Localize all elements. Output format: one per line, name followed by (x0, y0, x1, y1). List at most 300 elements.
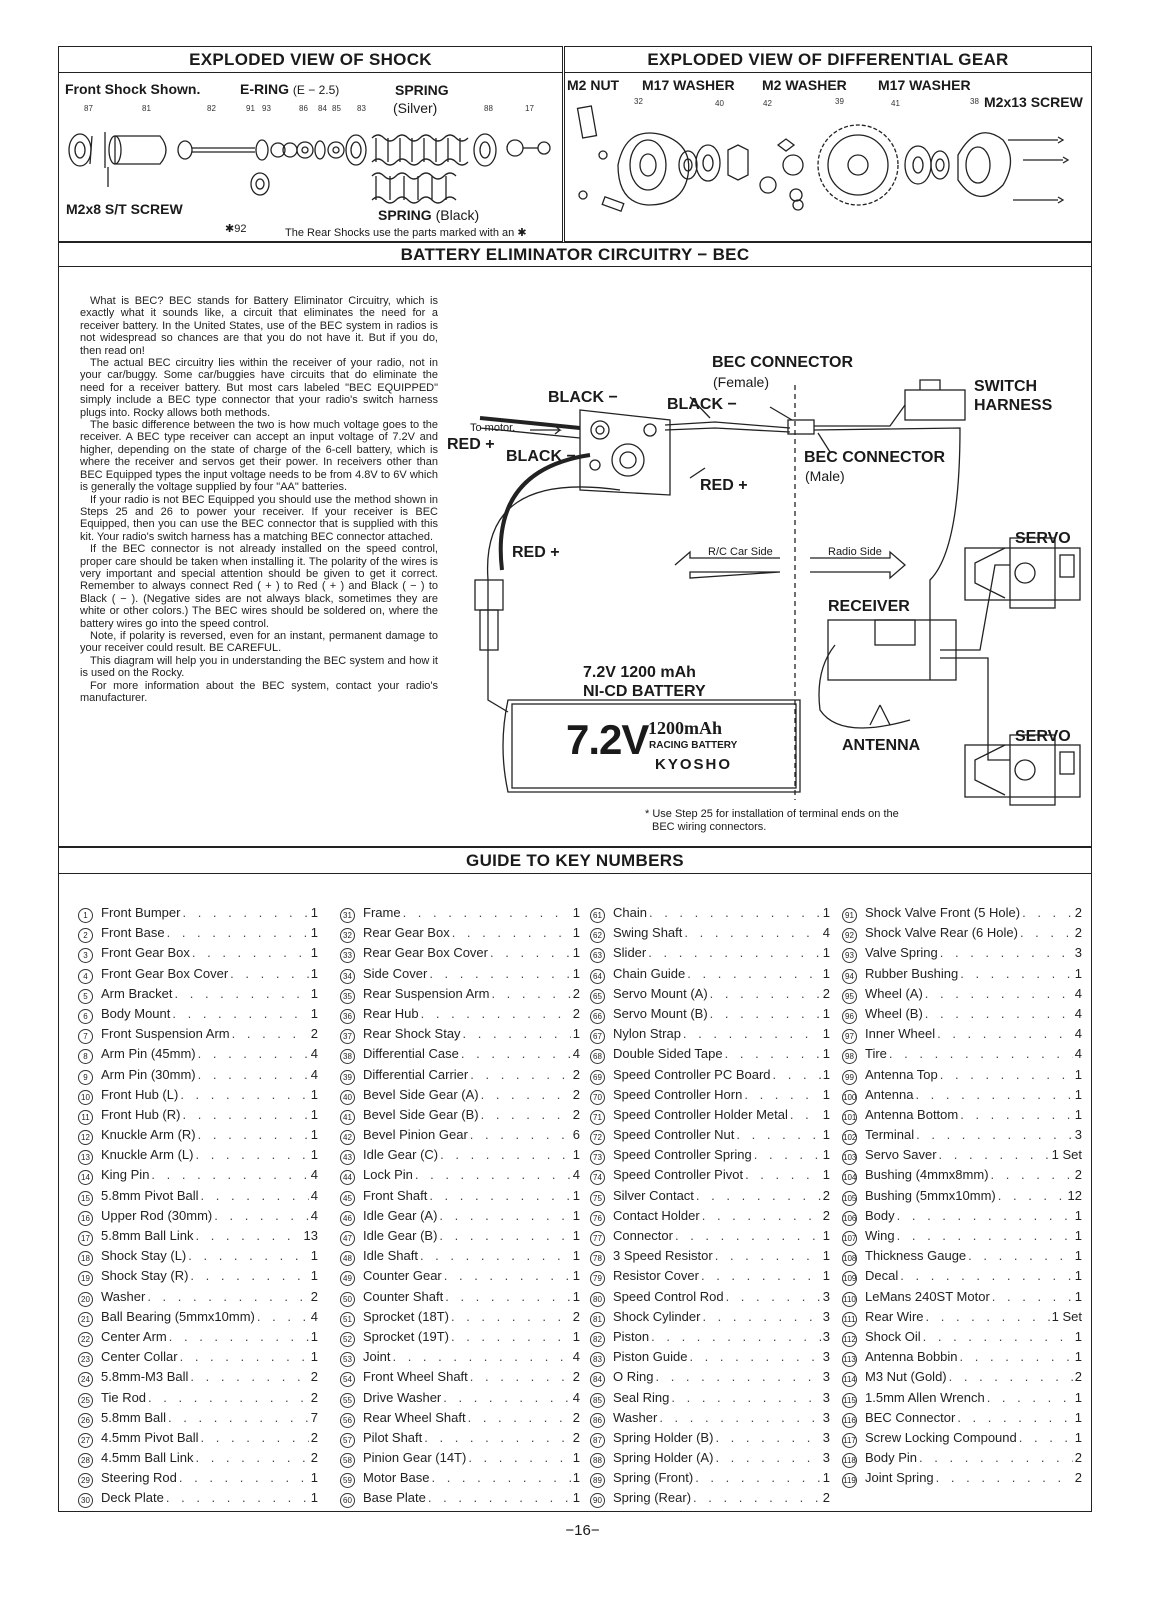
key-part-name: 4.5mm Pivot Ball (101, 1429, 199, 1445)
bec-female-label: BEC CONNECTOR (712, 354, 854, 371)
key-part-name: Motor Base (363, 1470, 430, 1486)
key-number-item (340, 1167, 580, 1187)
part-num-17: 17 (525, 104, 534, 113)
key-number-badge: 12 (78, 1130, 93, 1145)
key-quantity: 2 (1074, 1470, 1082, 1486)
key-number-item (842, 1268, 1082, 1288)
key-number-item (340, 986, 580, 1006)
key-number-item (842, 1470, 1082, 1490)
diff-exploded-illustration (568, 105, 1088, 235)
key-number-badge: 4 (78, 969, 93, 984)
key-part-name: Front Shaft (363, 1187, 428, 1203)
key-leader-dots (940, 1067, 1073, 1082)
key-leader-dots (451, 1309, 571, 1324)
diff-m2-nut: M2 NUT (567, 77, 620, 93)
part-num-84: 84 (318, 104, 327, 113)
key-number-item (842, 1107, 1082, 1127)
key-number-badge: 107 (842, 1231, 857, 1246)
key-part-name: Inner Wheel (865, 1026, 936, 1042)
key-number-item (78, 1127, 318, 1147)
key-number-item (842, 1410, 1082, 1430)
ering-spec: (E − 2.5) (292, 83, 340, 97)
key-number-item (590, 1349, 830, 1369)
bec-paragraph: For more information about the BEC system, contact your radio's manufacturer. (80, 679, 438, 704)
key-part-name: Front Hub (R) (101, 1106, 181, 1122)
key-quantity: 2 (310, 1288, 318, 1304)
key-leader-dots (889, 1046, 1073, 1061)
key-part-name: Screw Locking Compound (865, 1429, 1017, 1445)
key-part-name: Pilot Shaft (363, 1429, 423, 1445)
key-number-item (340, 1289, 580, 1309)
key-quantity: 1 (822, 1248, 830, 1264)
key-number-badge: 41 (340, 1110, 355, 1125)
key-number-badge: 8 (78, 1049, 93, 1064)
key-number-item (78, 986, 318, 1006)
key-quantity: 1 (822, 1470, 830, 1486)
key-number-item (78, 925, 318, 945)
key-leader-dots (198, 1067, 309, 1082)
key-number-badge: 55 (340, 1393, 355, 1408)
key-leader-dots (172, 1006, 308, 1021)
diff-num-39: 39 (835, 97, 844, 106)
key-leader-dots (443, 1390, 571, 1405)
key-part-name: Tie Rod (101, 1389, 147, 1405)
bec-paragraph: Note, if polarity is reversed, even for an instant, permanent damage to your receiver could result. BE CAREFUL. (80, 629, 438, 655)
key-part-name: Rear Gear Box (363, 925, 450, 941)
servo-label-1: SERVO (1015, 530, 1071, 547)
key-number-badge: 39 (340, 1070, 355, 1085)
key-number-item (340, 1430, 580, 1450)
key-number-item (78, 1329, 318, 1349)
key-leader-dots (949, 1369, 1073, 1384)
key-quantity: 2 (1074, 1167, 1082, 1183)
key-quantity: 4 (310, 1308, 318, 1324)
bec-male-label: BEC CONNECTOR (804, 449, 946, 466)
key-number-item (340, 945, 580, 965)
key-number-badge: 40 (340, 1090, 355, 1105)
key-leader-dots (702, 1208, 821, 1223)
key-quantity: 3 (1074, 1127, 1082, 1143)
key-quantity: 3 (822, 1450, 830, 1466)
key-leader-dots (687, 966, 820, 981)
key-number-badge: 72 (590, 1130, 605, 1145)
key-leader-dots (439, 1228, 570, 1243)
key-number-badge: 57 (340, 1433, 355, 1448)
key-quantity: 1 Set (1051, 1147, 1082, 1163)
key-number-badge: 30 (78, 1493, 93, 1508)
key-leader-dots (431, 1470, 570, 1485)
key-leader-dots (195, 1450, 308, 1465)
key-number-item (842, 1289, 1082, 1309)
key-number-badge: 79 (590, 1271, 605, 1286)
key-number-badge: 86 (590, 1413, 605, 1428)
key-number-badge: 29 (78, 1473, 93, 1488)
key-quantity: 2 (822, 1490, 830, 1506)
key-leader-dots (926, 1309, 1050, 1324)
key-leader-dots (649, 905, 821, 920)
key-number-badge: 33 (340, 948, 355, 963)
bec-paragraph: The actual BEC circuitry lies within the receiver of your radio, not in your car/buggy. Some car/buggies have circuits that do eliminate the need for a receiver battery. But most cars labeled "BEC EQUIPPED" simply include a BEC type connector that your radio's switch harness plugs into. Rocky allows both methods. (80, 357, 438, 419)
key-number-badge: 10 (78, 1090, 93, 1105)
key-number-item (590, 1289, 830, 1309)
part-num-91: 91 (246, 104, 255, 113)
key-leader-dots (1022, 905, 1073, 920)
key-part-name: Differential Carrier (363, 1066, 469, 1082)
bec-female-sub: (Female) (713, 374, 770, 390)
key-number-item (842, 1167, 1082, 1187)
key-number-badge: 84 (590, 1372, 605, 1387)
key-number-item (842, 1390, 1082, 1410)
key-quantity: 3 (822, 1369, 830, 1385)
key-quantity: 1 (822, 905, 830, 920)
key-number-badge: 71 (590, 1110, 605, 1125)
key-quantity: 1 (1074, 1389, 1082, 1405)
key-number-item (842, 1046, 1082, 1066)
key-number-item (590, 1450, 830, 1470)
key-leader-dots (696, 1188, 821, 1203)
receiver-label: RECEIVER (828, 598, 910, 615)
battery-mah: 1200mAh (648, 718, 723, 738)
key-number-item (842, 945, 1082, 965)
key-leader-dots (468, 1450, 570, 1465)
key-number-item (842, 1067, 1082, 1087)
key-number-item (842, 1026, 1082, 1046)
key-leader-dots (147, 1289, 308, 1304)
key-number-item (340, 1268, 580, 1288)
key-number-badge: 58 (340, 1453, 355, 1468)
key-part-name: 5.8mm Ball (101, 1409, 167, 1425)
key-leader-dots (439, 1208, 570, 1223)
key-number-badge: 6 (78, 1009, 93, 1024)
key-part-name: Side Cover (363, 965, 428, 981)
key-number-item (590, 1390, 830, 1410)
key-quantity: 1 (822, 1268, 830, 1284)
key-leader-dots (937, 1026, 1073, 1041)
key-part-name: Pinion Gear (14T) (363, 1450, 467, 1466)
key-number-badge: 78 (590, 1251, 605, 1266)
key-leader-dots (190, 1369, 308, 1384)
key-part-name: Chain Guide (613, 965, 686, 981)
key-leader-dots (897, 1228, 1073, 1243)
key-quantity: 2 (572, 1106, 580, 1122)
key-number-badge: 99 (842, 1070, 857, 1085)
key-leader-dots (491, 986, 570, 1001)
key-leader-dots (166, 1490, 309, 1505)
key-quantity: 2 (572, 1066, 580, 1082)
diff-num-40: 40 (715, 99, 724, 108)
key-part-name: Sprocket (19T) (363, 1328, 449, 1344)
battery-racing: RACING BATTERY (649, 740, 738, 751)
key-number-item (340, 1309, 580, 1329)
key-number-badge: 66 (590, 1009, 605, 1024)
key-number-badge: 19 (78, 1271, 93, 1286)
key-number-badge: 62 (590, 928, 605, 943)
key-part-name: Idle Gear (C) (363, 1147, 439, 1163)
key-number-badge: 104 (842, 1170, 857, 1185)
key-leader-dots (201, 1188, 309, 1203)
key-leader-dots (148, 1390, 309, 1405)
key-number-badge: 68 (590, 1049, 605, 1064)
key-part-name: Terminal (865, 1127, 915, 1143)
key-number-item (842, 1087, 1082, 1107)
key-leader-dots (715, 1430, 820, 1445)
key-number-badge: 64 (590, 969, 605, 984)
key-leader-dots (192, 945, 309, 960)
key-number-badge: 50 (340, 1292, 355, 1307)
key-leader-dots (754, 1147, 821, 1162)
key-leader-dots (900, 1268, 1073, 1283)
key-quantity: 1 (572, 1228, 580, 1243)
key-number-badge: 95 (842, 989, 857, 1004)
key-quantity: 2 (572, 1005, 580, 1021)
key-leader-dots (440, 1147, 571, 1162)
key-quantity: 1 (822, 1086, 830, 1102)
key-leader-dots (936, 1470, 1073, 1485)
key-quantity: 1 (572, 1268, 580, 1284)
key-number-badge: 36 (340, 1009, 355, 1024)
black-wire-label-1: BLACK − (548, 389, 618, 406)
key-leader-dots (745, 1167, 821, 1182)
key-quantity: 7 (310, 1409, 318, 1425)
key-number-badge: 21 (78, 1312, 93, 1327)
key-quantity: 4 (1074, 1026, 1082, 1042)
key-number-badge: 35 (340, 989, 355, 1004)
ering-label (240, 81, 339, 97)
key-quantity: 4 (310, 1066, 318, 1082)
key-part-name: BEC Connector (865, 1409, 956, 1425)
key-quantity: 1 (1074, 1106, 1082, 1122)
key-number-item (590, 1167, 830, 1187)
bec-paragraph: If your radio is not BEC Equipped you should use the method shown in Steps 25 and 26 to power your receiver. If your receiver is BEC Equipped, then you can use the BEC connector that is supplied with this kit. Your radio's switch harness has a matching BEC connector attached. (80, 493, 438, 543)
key-part-name: Slider (613, 945, 647, 961)
key-part-name: M3 Nut (Gold) (865, 1369, 947, 1385)
key-number-item (78, 1309, 318, 1329)
antenna-label: ANTENNA (842, 737, 921, 754)
key-part-name: Idle Gear (A) (363, 1207, 438, 1223)
key-leader-dots (182, 1107, 308, 1122)
key-part-name: Tire (865, 1046, 887, 1062)
key-quantity: 1 (310, 1470, 318, 1486)
key-quantity: 1 (310, 925, 318, 941)
key-part-name: Counter Shaft (363, 1288, 444, 1304)
key-part-name: Joint (363, 1349, 391, 1365)
switch-label: SWITCH (974, 378, 1038, 395)
key-leader-dots (201, 1430, 309, 1445)
key-number-item (842, 1430, 1082, 1450)
key-number-item (340, 1107, 580, 1127)
key-quantity: 1 (310, 1349, 318, 1365)
key-number-badge: 38 (340, 1049, 355, 1064)
key-quantity: 12 (1067, 1187, 1082, 1203)
key-number-item (590, 1006, 830, 1026)
key-part-name: Nylon Strap (613, 1026, 681, 1042)
bec-paragraph: This diagram will help you in understanding the BEC system and how it is used on the Rocky. (80, 654, 438, 680)
key-number-badge: 76 (590, 1211, 605, 1226)
key-number-item (340, 1087, 580, 1107)
key-quantity: 1 (1074, 1288, 1082, 1304)
key-quantity: 3 (822, 1389, 830, 1405)
key-leader-dots (960, 1107, 1073, 1122)
key-quantity: 2 (310, 1429, 318, 1445)
key-part-name: Silver Contact (613, 1187, 694, 1203)
key-number-item (340, 1410, 580, 1430)
key-leader-dots (168, 1410, 309, 1425)
key-part-name: Front Base (101, 925, 165, 941)
key-quantity: 1 (1074, 1228, 1082, 1243)
key-leader-dots (736, 1127, 820, 1142)
key-part-name: Body Pin (865, 1450, 918, 1466)
bec-male-sub: (Male) (805, 468, 845, 484)
battery-brand: KYOSHO (655, 756, 733, 773)
key-number-badge: 96 (842, 1009, 857, 1024)
guide-title-rule (58, 873, 1092, 874)
key-quantity: 1 (310, 1490, 318, 1506)
front-shock-label: Front Shock Shown. (65, 81, 201, 97)
key-leader-dots (470, 1127, 571, 1142)
key-quantity: 4 (310, 1046, 318, 1062)
key-part-name: Rear Hub (363, 1005, 419, 1021)
key-quantity: 2 (1074, 905, 1082, 920)
key-part-name: Washer (101, 1288, 146, 1304)
diff-num-41: 41 (891, 99, 900, 108)
key-quantity: 3 (1074, 945, 1082, 961)
key-part-name: Arm Bracket (101, 985, 173, 1001)
key-part-name: 5.8mm Ball Link (101, 1228, 194, 1243)
key-part-name: Front Gear Box Cover (101, 965, 229, 981)
key-number-item (340, 1026, 580, 1046)
key-number-badge: 28 (78, 1453, 93, 1468)
key-number-item (340, 905, 580, 925)
key-part-name: Wheel (B) (865, 1005, 923, 1021)
key-number-badge: 93 (842, 948, 857, 963)
key-number-badge: 59 (340, 1473, 355, 1488)
key-part-name: Knuckle Arm (L) (101, 1147, 194, 1163)
key-quantity: 1 (1074, 1429, 1082, 1445)
key-quantity: 1 (310, 1147, 318, 1163)
key-leader-dots (175, 986, 309, 1001)
key-part-name: Chain (613, 905, 647, 920)
key-leader-dots (182, 905, 308, 920)
key-number-item (78, 905, 318, 925)
key-leader-dots (180, 1349, 309, 1364)
key-number-badge: 44 (340, 1170, 355, 1185)
key-part-name: LeMans 240ST Motor (865, 1288, 990, 1304)
black-wire-label-2: BLACK − (667, 396, 737, 413)
key-part-name: Upper Rod (30mm) (101, 1207, 213, 1223)
key-part-name: Antenna (865, 1086, 914, 1102)
key-part-name: Shock Valve Rear (6 Hole) (865, 925, 1018, 941)
diff-m17-washer-1: M17 WASHER (642, 77, 735, 93)
key-number-item (590, 1470, 830, 1490)
key-leader-dots (1020, 925, 1073, 940)
key-leader-dots (684, 925, 820, 940)
part-num-82: 82 (207, 104, 216, 113)
key-quantity: 1 (1074, 1349, 1082, 1365)
key-part-name: Bushing (4mmx8mm) (865, 1167, 989, 1183)
key-quantity: 1 (1074, 1207, 1082, 1223)
key-part-name: Sprocket (18T) (363, 1308, 449, 1324)
key-number-badge: 27 (78, 1433, 93, 1448)
servo-label-2: SERVO (1015, 728, 1071, 745)
key-number-badge: 43 (340, 1150, 355, 1165)
key-number-badge: 108 (842, 1251, 857, 1266)
key-number-badge: 102 (842, 1130, 857, 1145)
key-number-item (78, 1369, 318, 1389)
key-part-name: Spring Holder (B) (613, 1429, 714, 1445)
key-leader-dots (392, 1349, 570, 1364)
key-number-badge: 92 (842, 928, 857, 943)
key-number-badge: 118 (842, 1453, 857, 1468)
key-number-item (78, 1006, 318, 1026)
bec-title: BATTERY ELIMINATOR CIRCUITRY − BEC (400, 245, 750, 264)
key-quantity: 3 (822, 1328, 830, 1344)
shock-title-rule (58, 72, 563, 73)
key-number-item (78, 1147, 318, 1167)
part-num-85: 85 (332, 104, 341, 113)
key-quantity: 4 (1074, 1005, 1082, 1021)
key-leader-dots (420, 1248, 571, 1263)
key-number-badge: 89 (590, 1473, 605, 1488)
key-part-name: Rear Suspension Arm (363, 985, 490, 1001)
shock-title: EXPLODED VIEW OF SHOCK (189, 50, 432, 69)
part-num-88: 88 (484, 104, 493, 113)
key-leader-dots (195, 1228, 301, 1243)
key-leader-dots (960, 1349, 1073, 1364)
key-quantity: 1 (822, 1106, 830, 1122)
key-number-badge: 56 (340, 1413, 355, 1428)
key-quantity: 2 (310, 1450, 318, 1466)
key-number-badge: 115 (842, 1393, 857, 1408)
key-leader-dots (257, 1309, 309, 1324)
key-leader-dots (897, 1208, 1073, 1223)
key-leader-dots (991, 1167, 1073, 1182)
key-part-name: Speed Control Rod (613, 1288, 724, 1304)
key-quantity: 4 (572, 1389, 580, 1405)
key-leader-dots (710, 986, 821, 1001)
key-leader-dots (232, 1026, 309, 1041)
key-leader-dots (403, 905, 571, 920)
key-number-badge: 77 (590, 1231, 605, 1246)
key-quantity: 1 (572, 925, 580, 941)
key-number-item (842, 1006, 1082, 1026)
key-leader-dots (1019, 1430, 1073, 1445)
key-part-name: 4.5mm Ball Link (101, 1450, 194, 1466)
key-leader-dots (773, 1067, 821, 1082)
key-part-name: Deck Plate (101, 1490, 164, 1506)
key-number-badge: 114 (842, 1372, 857, 1387)
key-quantity: 1 (822, 1147, 830, 1163)
key-number-item (78, 1067, 318, 1087)
key-quantity: 2 (1074, 925, 1082, 941)
key-part-name: Antenna Bottom (865, 1106, 959, 1122)
key-quantity: 1 (572, 965, 580, 981)
key-number-item (340, 1067, 580, 1087)
key-number-item (842, 1450, 1082, 1470)
key-number-badge: 119 (842, 1473, 857, 1488)
key-number-item (590, 1147, 830, 1167)
key-leader-dots (790, 1107, 821, 1122)
key-quantity: 1 (572, 945, 580, 961)
key-number-badge: 11 (78, 1110, 93, 1125)
key-number-item (590, 1309, 830, 1329)
key-number-badge: 26 (78, 1413, 93, 1428)
key-quantity: 1 (822, 1127, 830, 1143)
key-leader-dots (689, 1349, 820, 1364)
spring-black-text: SPRING (378, 207, 432, 223)
key-number-badge: 20 (78, 1292, 93, 1307)
key-part-name: Center Arm (101, 1328, 167, 1344)
key-number-item (590, 1127, 830, 1147)
